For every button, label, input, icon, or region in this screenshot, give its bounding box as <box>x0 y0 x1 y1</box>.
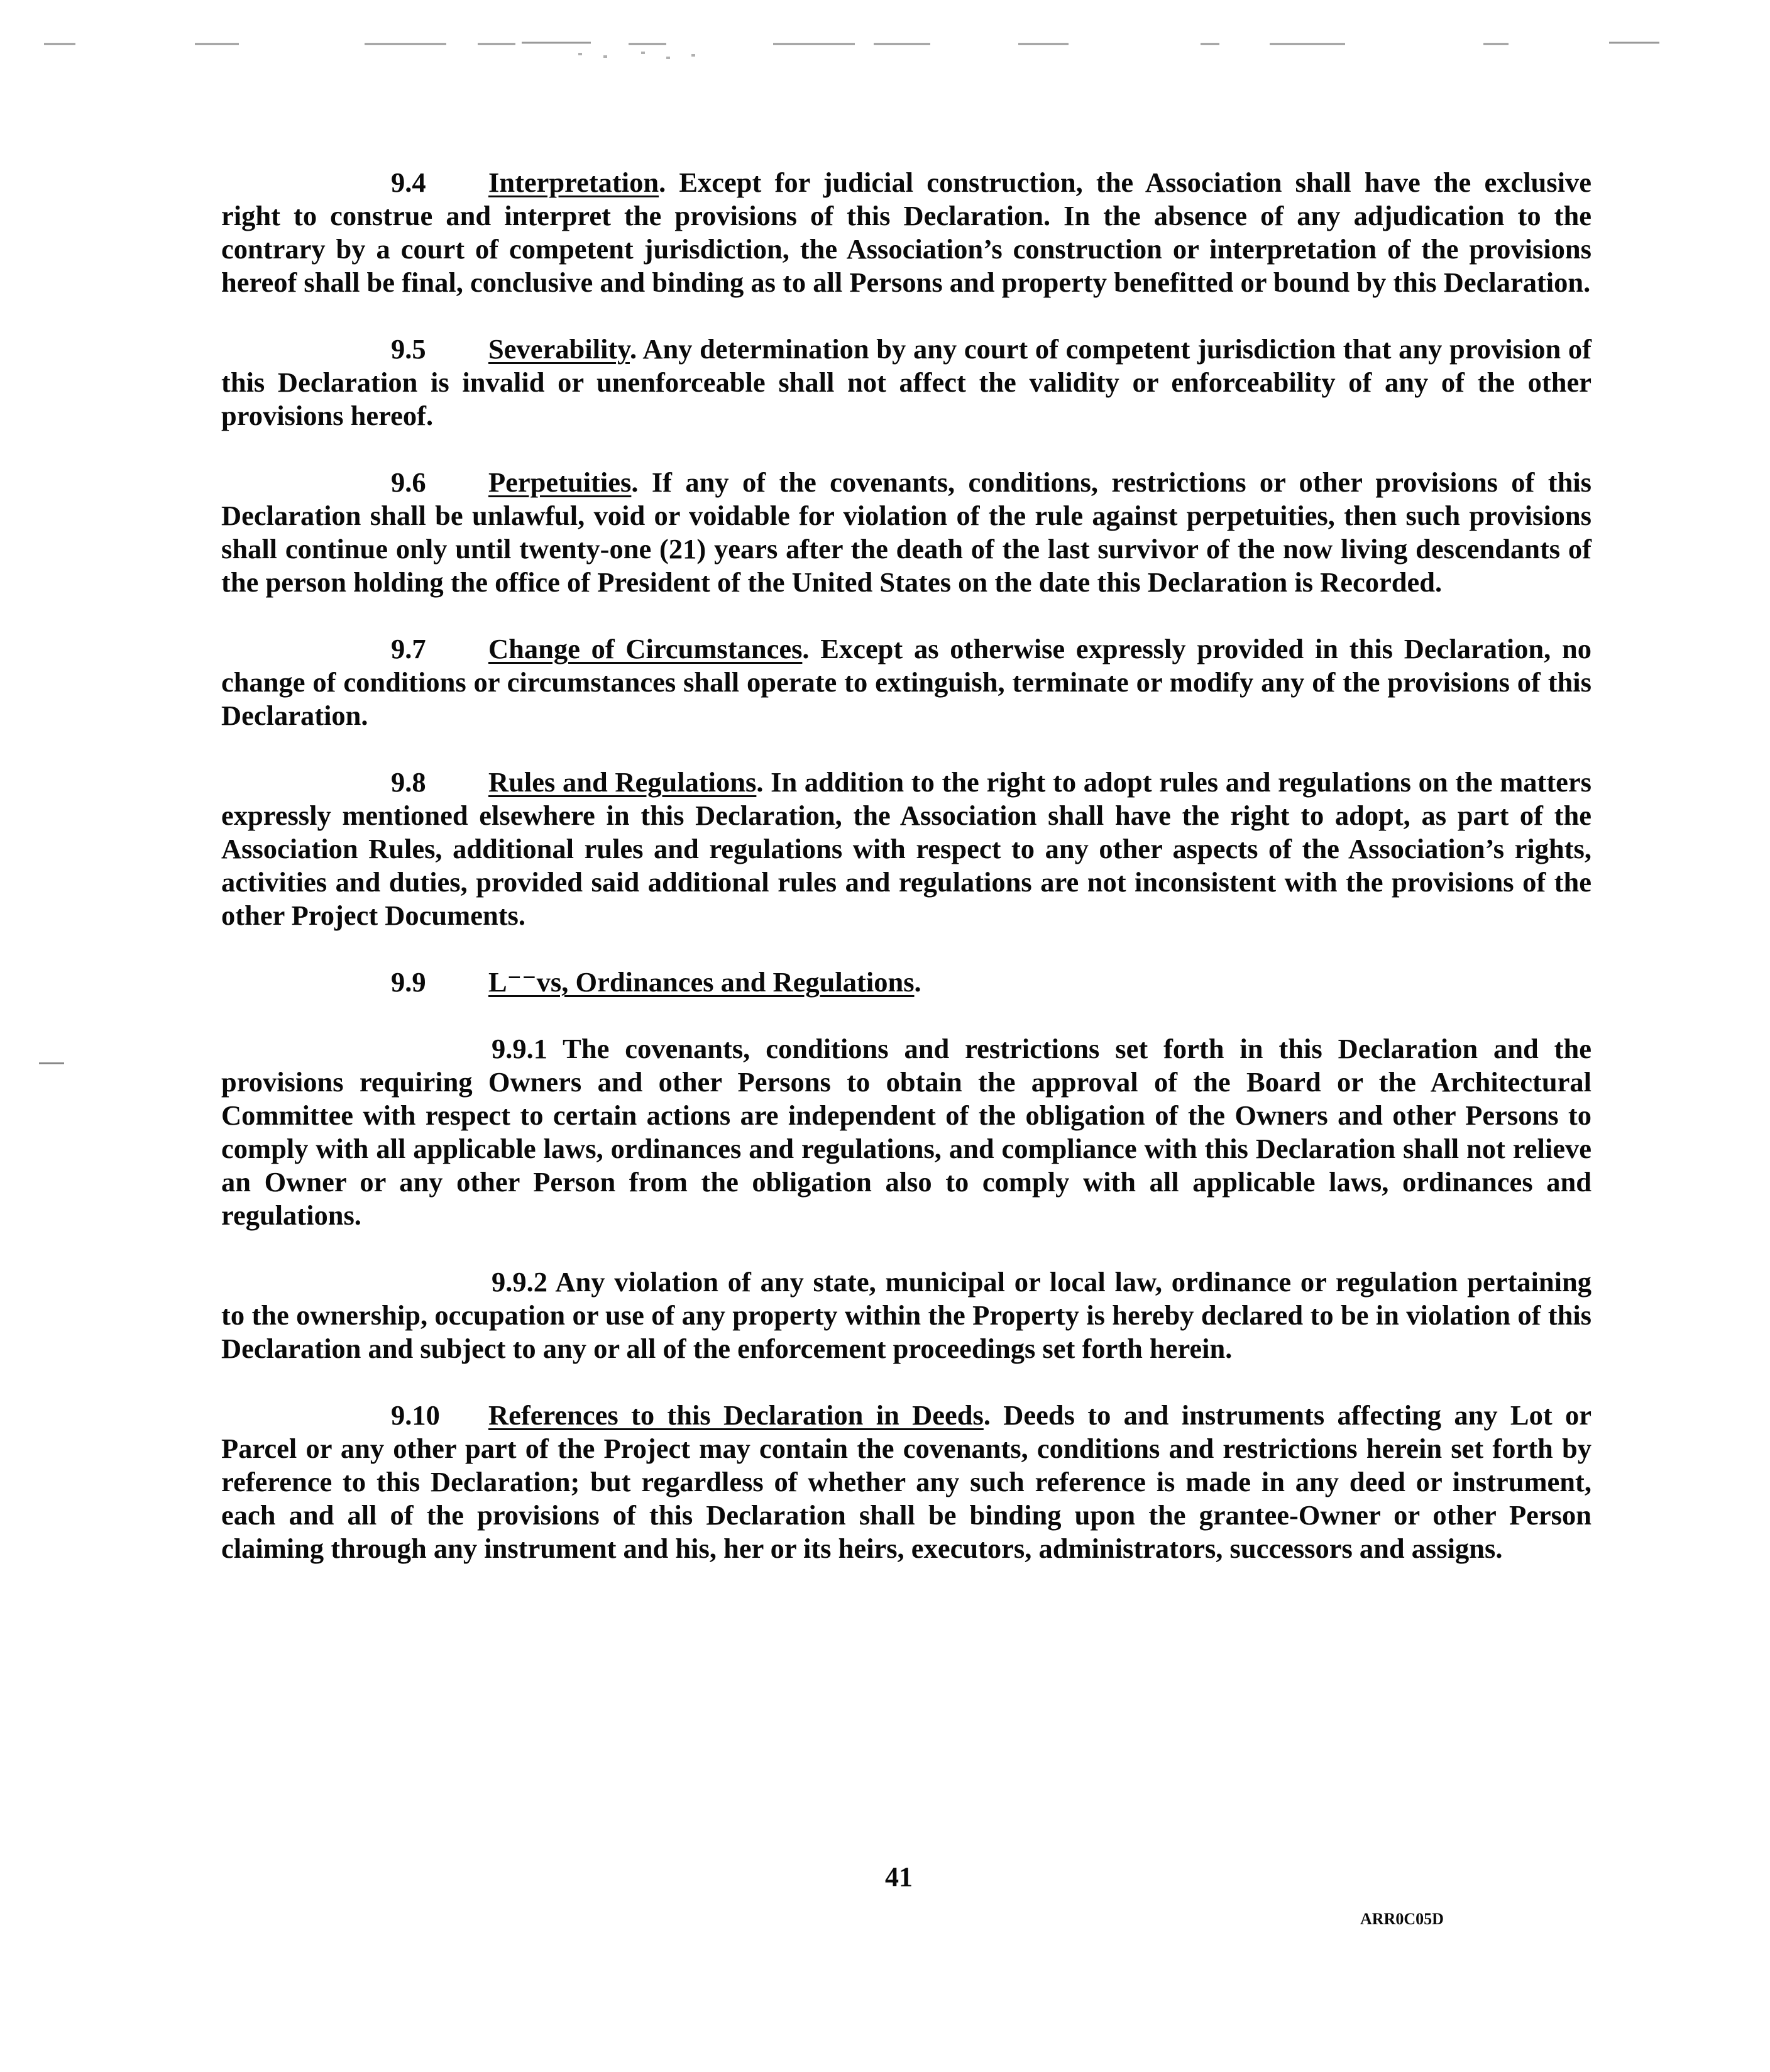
section-number: 9.6 <box>391 466 426 498</box>
section-number: 9.9 <box>391 966 426 998</box>
section-heading: Perpetuities <box>488 466 632 498</box>
section-number: 9.9.2 <box>492 1266 547 1298</box>
document-code: ARR0C05D <box>1360 1910 1444 1928</box>
section-text: . Deeds to and instruments affecting any Lot or Parcel or any other part of the Project may contain the covenants, conditions and restrictions herein set forth by reference to this Declaration; but regardless of whether any such reference is made in any deed or instrument, each and all of the provisions of this Declaration shall be binding upon the grantee-Owner or other Person claiming through any instrument and his, her or its heirs, executors, administrators, successors and assigns. <box>221 1399 1591 1564</box>
section-number: 9.4 <box>391 167 426 198</box>
section-9-9 <box>221 966 1591 999</box>
section-text: . In addition to the right to adopt rules and regulations on the matters expressly mentioned elsewhere in this Declaration, the Association shall have the right to adopt, as part of the Association Rules, additional rules and regulations with respect to any other aspects of the Association’s rights, activities and duties, provided said additional rules and regulations are not inconsistent with the provisions of the other Project Documents. <box>221 766 1591 931</box>
section-9-4 <box>221 166 1591 299</box>
section-heading: References to this Declaration in Deeds <box>488 1399 984 1431</box>
section-text: . If any of the covenants, conditions, restrictions or other provisions of this Declaration shall be unlawful, void or voidable for violation of the rule against perpetuities, then such provisions shall continue only until twenty-one (21) years after the death of the last survivor of the now living descendants of the person holding the office of President of the United States on the date this Declaration is Recorded. <box>221 466 1591 598</box>
section-heading: Interpretation <box>488 167 659 198</box>
section-text: . Any determination by any court of competent jurisdiction that any provision of this Declaration is invalid or unenforceable shall not affect the validity or enforceability of any of the other provisions hereof. <box>221 333 1591 431</box>
margin-mark <box>39 1062 64 1064</box>
section-9-8 <box>221 766 1591 932</box>
section-text: . Except as otherwise expressly provided in this Declaration, no change of conditions or circumstances shall operate to extinguish, terminate or modify any of the provisions of this Declaration. <box>221 633 1591 731</box>
section-number: 9.9.1 <box>492 1033 547 1064</box>
section-heading: L⁻⁻vs, Ordinances and Regulations <box>488 966 915 998</box>
section-9-9-2 <box>221 1265 1591 1365</box>
section-heading: Rules and Regulations <box>488 766 757 798</box>
section-9-10 <box>221 1399 1591 1565</box>
section-text: Any violation of any state, municipal or local law, ordinance or regulation pertaining to the ownership, occupation or use of any property within the Property is hereby declared to be in violation of this Declaration and subject to any or all of the enforcement proceedings set forth herein. <box>221 1266 1592 1364</box>
section-text: The covenants, conditions and restrictions set forth in this Declaration and the provisions requiring Owners and other Persons to obtain the approval of the Board or the Architectural Committee with respect to certain actions are independent of the obligation of the Owners and other Persons to comply with all applicable laws, ordinances and regulations, and compliance with this Declaration shall not relieve an Owner or any other Person from the obligation also to comply with all applicable laws, ordinances and regulations. <box>221 1033 1592 1231</box>
section-number: 9.10 <box>391 1399 440 1431</box>
section-number: 9.5 <box>391 333 426 365</box>
section-9-6 <box>221 466 1591 599</box>
page-number: 41 <box>885 1861 913 1892</box>
section-heading: Change of Circumstances <box>488 633 803 664</box>
section-text: . Except for judicial construction, the Association shall have the exclusive right to construe and interpret the provisions of this Declaration. In the absence of any adjudication to the contrary by a court of competent jurisdiction, the Association’s construction or interpretation of the provisions hereof shall be final, conclusive and binding as to all Persons and property benefitted or bound by this Declaration. <box>221 167 1591 298</box>
section-heading: Severability <box>488 333 630 365</box>
section-9-5 <box>221 333 1591 433</box>
section-number: 9.7 <box>391 633 426 664</box>
section-9-9-1 <box>221 1032 1591 1232</box>
section-9-7 <box>221 632 1591 732</box>
section-text: . <box>914 966 921 998</box>
scan-artifact-top <box>38 35 1735 60</box>
section-number: 9.8 <box>391 766 426 798</box>
document-body <box>221 166 1591 1599</box>
